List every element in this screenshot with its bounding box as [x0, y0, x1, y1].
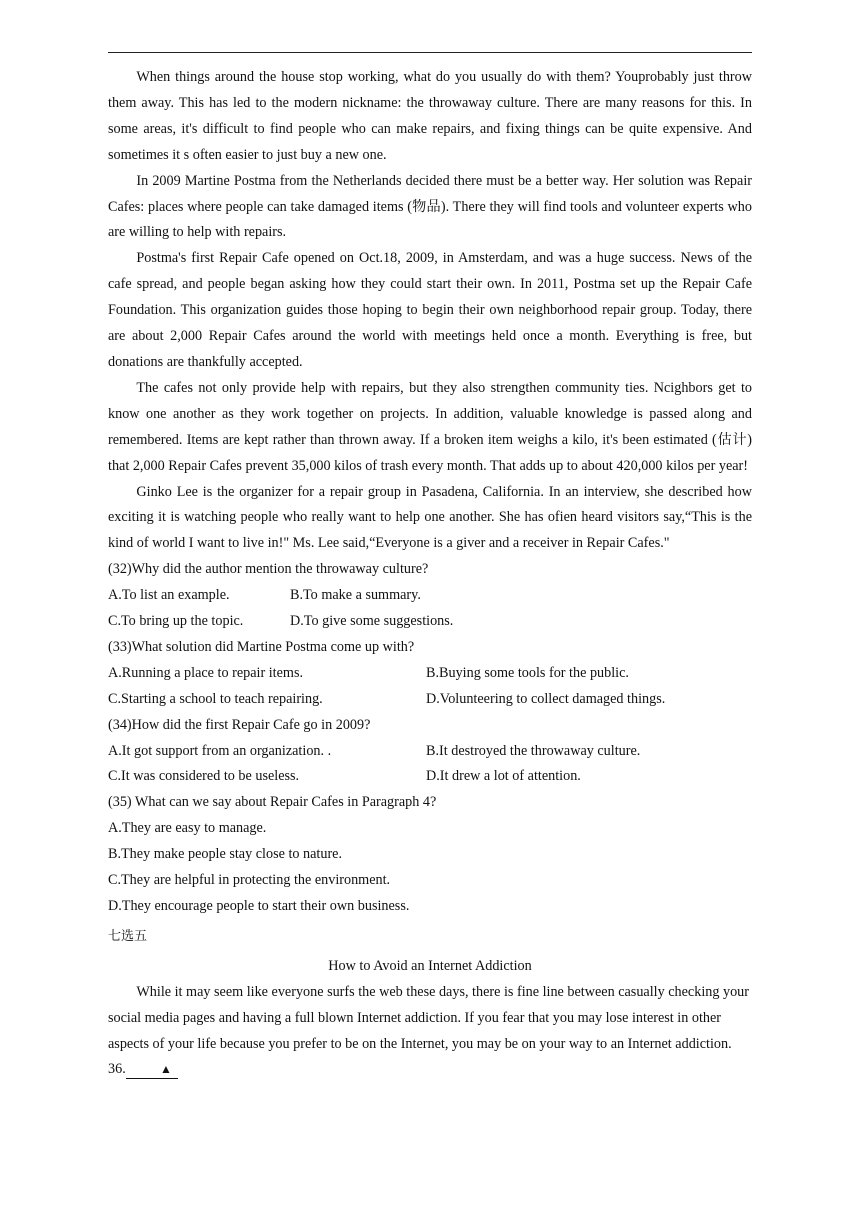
question-33-option-d: D.Volunteering to collect damaged things.: [426, 690, 666, 707]
question-32-option-a: A.To list an example.: [108, 587, 230, 604]
article-paragraph-1: [108, 980, 752, 1084]
answer-blank-36[interactable]: [126, 1060, 178, 1079]
question-34-option-c: C.It was considered to be useless.: [108, 768, 300, 785]
passage-paragraph-2: In 2009 Martine Postma from the Netherlands decided there must be a better way. Her solution was Repair Cafes: places where people can take damaged items (物品). There they will find tools and volunteer experts who are willing to help with repairs.: [108, 172, 752, 241]
passage-paragraph-4: The cafes not only provide help with repairs, but they also strengthen community ties. Ncighbors get to know one another as they work together on projects. In addition, valuable knowledge is passed along and remembered. Items are kept rather than thrown away. If a broken item weighs a kilo, it's been estimated (估计) that 2,000 Repair Cafes prevent 35,000 kilos of trash every month. That adds up to about 420,000 kilos per year!: [108, 379, 752, 474]
question-34-option-a: A.It got support from an organization. .: [108, 742, 332, 759]
passage-paragraph-3: Postma's first Repair Cafe opened on Oct.18, 2009, in Amsterdam, and was a huge success. News of the cafe spread, and people began asking how they could start their own. In 2011, Postma set up the Repair Cafe Foundation. This organization guides those hoping to begin their own neighborhood repair group. Today, there are about 2,000 Repair Cafes around the world with meetings held once a month. Everything is free, but donations are thankfully accepted.: [108, 250, 752, 370]
question-35-option-d: D.They encourage people to start their own business.: [108, 898, 410, 914]
question-32-option-b: B.To make a summary.: [290, 587, 421, 604]
question-32-options-row-1: [108, 583, 752, 609]
question-33-option-b: B.Buying some tools for the public.: [426, 664, 629, 681]
question-32-option-d: D.To give some suggestions.: [290, 613, 454, 630]
question-33-options-row-1: [108, 661, 752, 687]
question-34-options-row-1: [108, 739, 752, 765]
section-heading-text: 七选五: [108, 928, 148, 944]
section-heading: [108, 924, 752, 950]
passage-paragraph-1: When things around the house stop working, what do you usually do with them? Youprobably just throw them away. This has led to the modern nickname: the throwaway culture. There are many reasons for this. In some areas, it's difficult to find people who can make repairs, and fixing things can be quite expensive. And sometimes it s often easier to just buy a new one.: [108, 69, 752, 163]
question-32-options-row-2: [108, 609, 752, 635]
question-35-option-c: C.They are helpful in protecting the environment.: [108, 872, 391, 889]
triangle-marker-icon: ▲: [159, 1062, 172, 1077]
question-34-option-d: D.It drew a lot of attention.: [426, 768, 581, 785]
question-33-option-a: A.Running a place to repair items.: [108, 664, 304, 681]
question-32-option-c: C.To bring up the topic.: [108, 613, 244, 630]
question-33-option-c: C.Starting a school to teach repairing.: [108, 690, 323, 707]
question-35-option-b: B.They make people stay close to nature.: [108, 846, 343, 863]
question-33-options-row-2: [108, 687, 752, 713]
question-35-stem: (35) What can we say about Repair Cafes in Paragraph 4?: [108, 794, 437, 811]
question-32-stem: (32)Why did the author mention the throwaway culture?: [108, 561, 429, 578]
question-33-stem: (33)What solution did Martine Postma come up with?: [108, 638, 415, 655]
question-34-stem: (34)How did the first Repair Cafe go in 2009?: [108, 716, 371, 733]
header-rule: [108, 52, 752, 53]
question-34-options-row-2: [108, 764, 752, 790]
question-35-option-a: A.They are easy to manage.: [108, 820, 267, 837]
document-content: [108, 65, 752, 1083]
question-34-option-b: B.It destroyed the throwaway culture.: [426, 742, 641, 759]
passage-paragraph-5: Ginko Lee is the organizer for a repair group in Pasadena, California. In an interview, she described how exciting it is watching people who really want to help one another. She has ofien heard visitors say,“This is the kind of world I want to live in!" Ms. Lee said,“Everyone is a giver and a receiver in Repair Cafes.": [108, 483, 752, 552]
article-title: How to Avoid an Internet Addiction: [328, 957, 532, 974]
article-paragraph-1-text: While it may seem like everyone surfs the web these days, there is fine line between casually checking your social media pages and having a full blown Internet addiction. If you fear that you may lose interest in other aspects of your life because you prefer to be on the Internet, you may be on your way to an Internet addiction. 36.: [108, 983, 749, 1078]
